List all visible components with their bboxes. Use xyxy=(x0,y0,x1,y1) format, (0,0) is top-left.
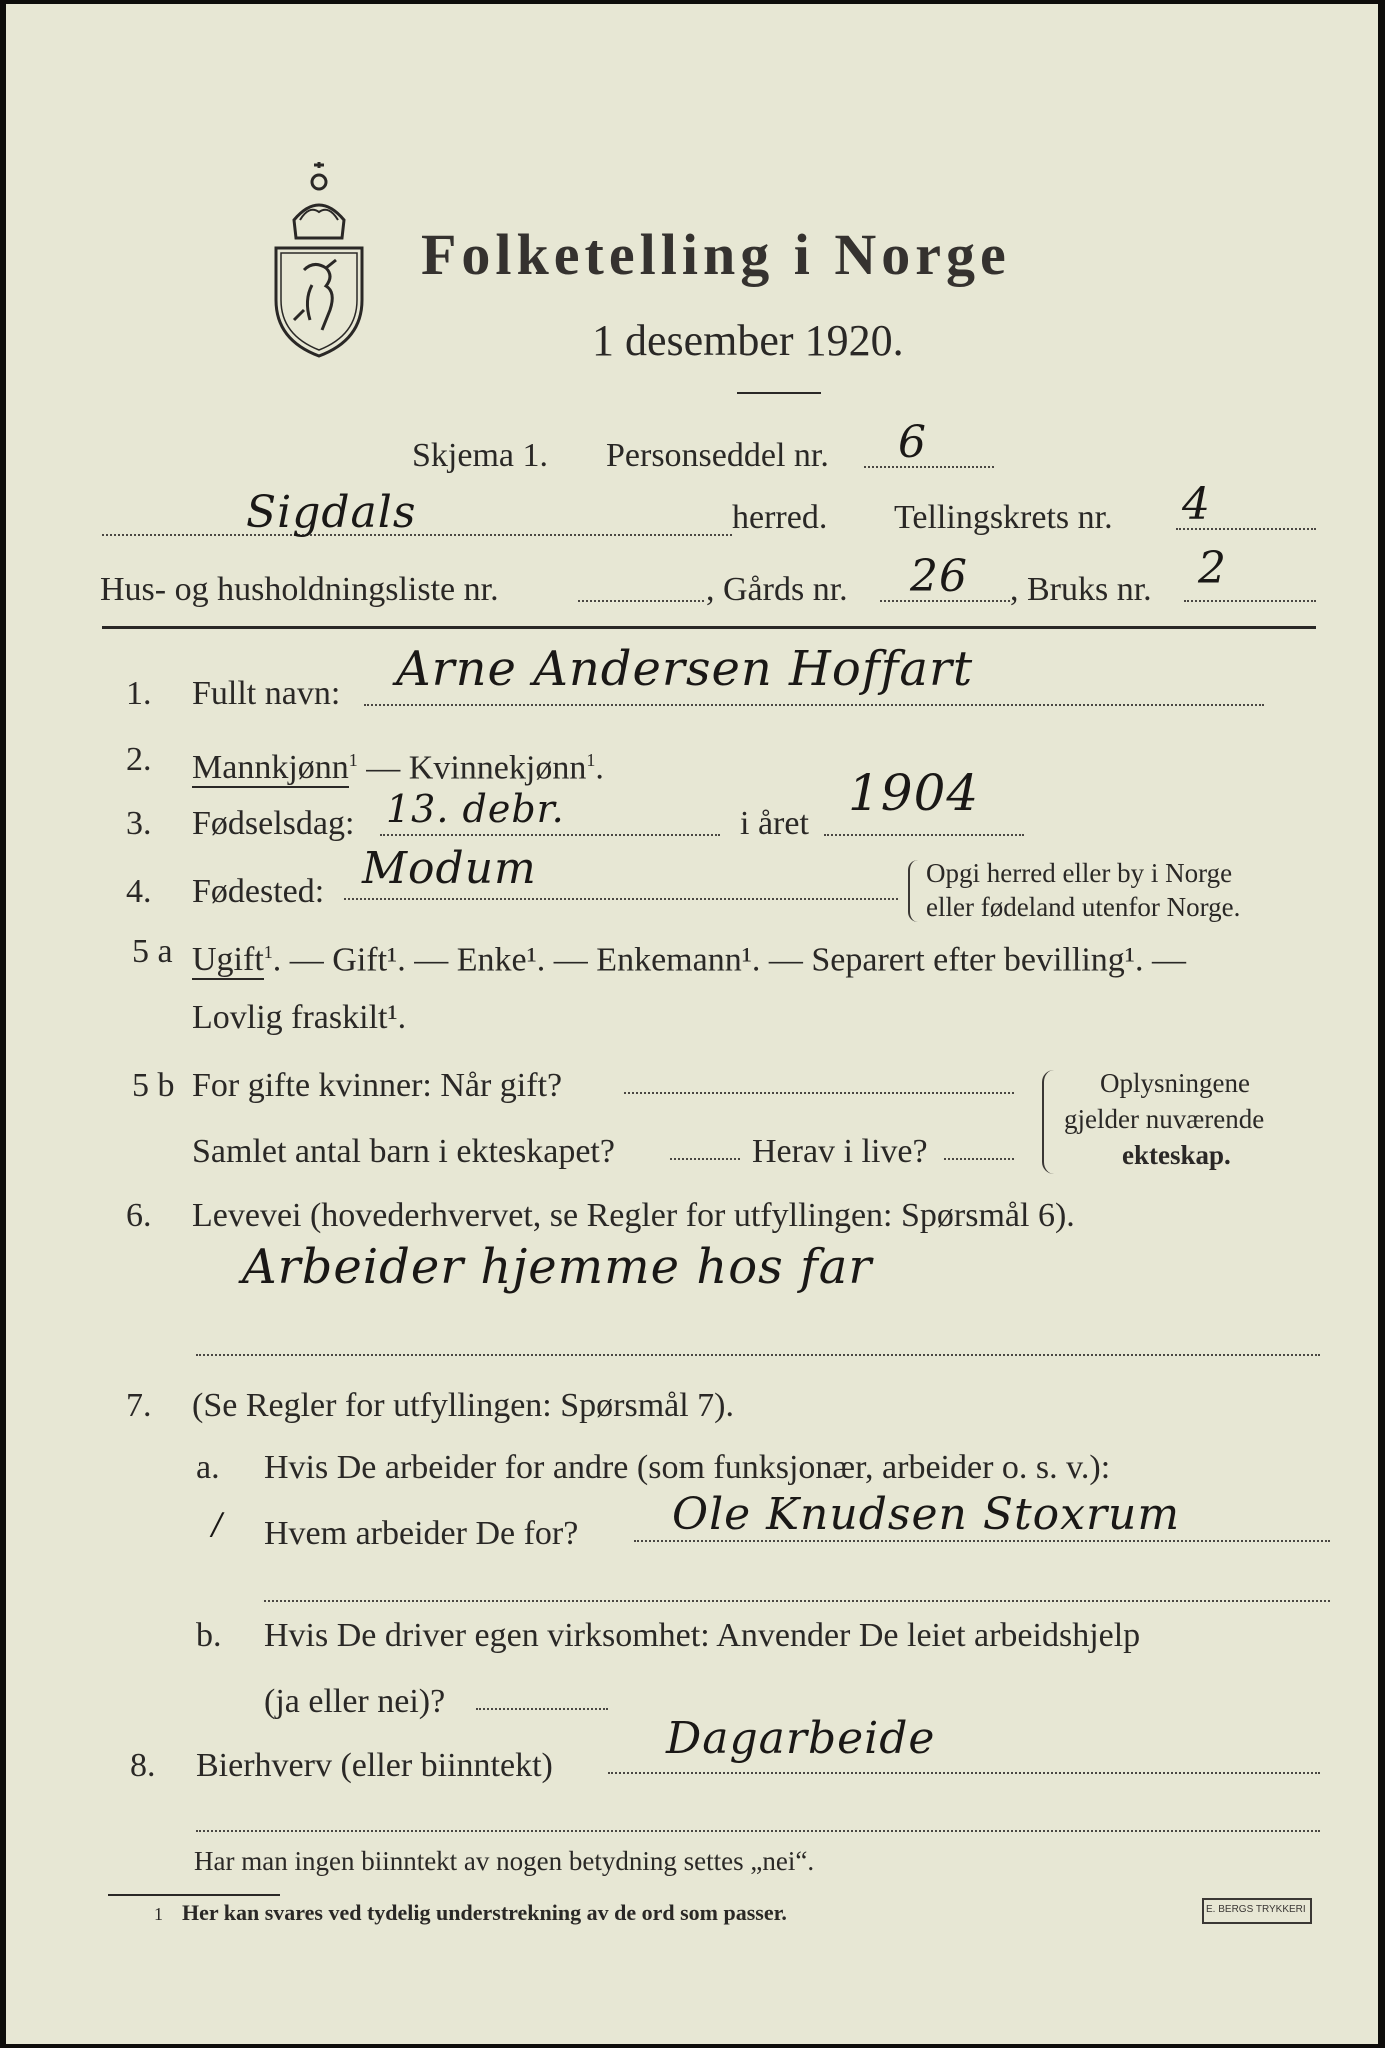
q5b-note-brace xyxy=(1042,1070,1054,1174)
q1-number: 1. xyxy=(126,675,152,712)
female-option[interactable]: Kvinnekjønn xyxy=(408,749,587,787)
title-rule xyxy=(737,392,821,394)
q2-number: 2. xyxy=(126,741,152,778)
marital-options[interactable]: . — Gift¹. — Enke¹. — Enkemann¹. — Separert efter bevilling¹. — xyxy=(272,941,1186,979)
census-date: 1 desember 1920. xyxy=(592,316,904,365)
bruks-field[interactable] xyxy=(1184,600,1316,602)
q5a-status xyxy=(192,932,1186,980)
q5a-line2[interactable]: Lovlig fraskilt¹. xyxy=(192,999,407,1036)
q4-number: 4. xyxy=(126,873,152,910)
ugift-sup: 1 xyxy=(263,942,273,962)
female-sup: 1 xyxy=(586,750,596,770)
male-sup: 1 xyxy=(348,750,358,770)
birthplace-note-2: eller fødeland utenfor Norge. xyxy=(926,892,1241,922)
hus-label: Hus- og husholdningsliste nr. xyxy=(100,571,499,608)
tellingskrets-label: Tellingskrets nr. xyxy=(894,499,1113,536)
bruks-label: , Bruks nr. xyxy=(1010,571,1152,608)
q5b-note-2: gjelder nuværende xyxy=(1064,1104,1265,1134)
q2-gender xyxy=(192,740,604,788)
personseddel-field[interactable] xyxy=(864,466,994,468)
herred-field[interactable] xyxy=(102,534,732,536)
fullname-field[interactable] xyxy=(364,704,1264,706)
q3-label: Fødselsdag: xyxy=(192,805,355,842)
hired-help-field[interactable] xyxy=(476,1708,608,1710)
herred-label: herred. xyxy=(732,499,828,536)
footnote-mark: 1 xyxy=(154,1904,163,1924)
q6-label: Levevei (hovederhvervet, se Regler for utfyllingen: Spørsmål 6). xyxy=(192,1197,1075,1234)
schema-label: Skjema 1. xyxy=(412,437,548,474)
printer-stamp-text: E. BERGS TRYKKERI xyxy=(1206,1904,1306,1915)
q5b-note-1: Oplysningene xyxy=(1100,1068,1250,1098)
herred-value: Sigdals xyxy=(246,487,417,538)
personseddel-value: 6 xyxy=(898,417,927,468)
gender-sep: — xyxy=(357,749,409,787)
employer-field-2[interactable] xyxy=(264,1600,1330,1602)
q4-label: Fødested: xyxy=(192,873,325,910)
side-income-value: Dagarbeide xyxy=(666,1713,936,1764)
personseddel-label: Personseddel nr. xyxy=(606,437,829,474)
q7b-label: Hvis De driver egen virksomhet: Anvender De leiet arbeidshjelp xyxy=(264,1617,1141,1654)
q7a-question: Hvem arbeider De for? xyxy=(264,1515,579,1552)
birthday-value: 13. debr. xyxy=(386,787,565,831)
gender-end: . xyxy=(595,749,604,787)
male-option[interactable]: Mannkjønn xyxy=(192,749,349,787)
footnote-text: Her kan svares ved tydelig understrekning av de ord som passer. xyxy=(182,1900,787,1925)
hus-field[interactable] xyxy=(578,600,704,602)
children-field[interactable] xyxy=(670,1158,740,1160)
birthplace-note-brace xyxy=(908,860,918,922)
printer-stamp xyxy=(1202,1898,1312,1924)
side-income-field-2[interactable] xyxy=(196,1830,1320,1832)
birthplace-field[interactable] xyxy=(344,898,898,900)
q7-number: 7. xyxy=(126,1387,152,1424)
q5b-children-label: Samlet antal barn i ekteskapet? xyxy=(192,1133,615,1170)
occupation-value: Arbeider hjemme hos far xyxy=(242,1239,873,1295)
header-divider xyxy=(102,626,1316,629)
birthday-field[interactable] xyxy=(380,834,720,836)
birthplace-note-1: Opgi herred eller by i Norge xyxy=(926,858,1233,888)
tellingskrets-value: 4 xyxy=(1182,479,1211,530)
fullname-value: Arne Andersen Hoffart xyxy=(396,641,974,697)
q8-number: 8. xyxy=(130,1747,156,1784)
birthyear-value: 1904 xyxy=(848,764,980,822)
q6-number: 6. xyxy=(126,1197,152,1234)
gards-value: 26 xyxy=(910,551,968,602)
married-when-field[interactable] xyxy=(624,1092,1014,1094)
q8-label: Bierhverv (eller biinntekt) xyxy=(196,1747,553,1784)
q7a-label: Hvis De arbeider for andre (som funksjonær, arbeider o. s. v.): xyxy=(264,1449,1111,1486)
q7a-number: a. xyxy=(196,1449,220,1486)
side-income-field[interactable] xyxy=(608,1772,1320,1774)
ugift-option[interactable]: Ugift xyxy=(192,941,264,979)
census-form xyxy=(6,4,1378,2044)
q1-label: Fullt navn: xyxy=(192,675,341,712)
footer-note: Har man ingen biinntekt av nogen betydning settes „nei“. xyxy=(194,1846,815,1876)
coat-of-arms-icon xyxy=(264,160,374,360)
q5b-note-3: ekteskap. xyxy=(1122,1140,1231,1170)
q5b-number: 5 b xyxy=(132,1067,175,1104)
gards-label: , Gårds nr. xyxy=(706,571,848,608)
q3-number: 3. xyxy=(126,805,152,842)
q7b-number: b. xyxy=(196,1617,222,1654)
year-label: i året xyxy=(740,805,809,842)
birthplace-value: Modum xyxy=(362,843,537,894)
q7a-mark: / xyxy=(212,1507,224,1542)
q5b-alive-label: Herav i live? xyxy=(752,1133,928,1170)
q5a-number: 5 a xyxy=(132,933,173,970)
alive-field[interactable] xyxy=(944,1158,1014,1160)
q7-label: (Se Regler for utfyllingen: Spørsmål 7). xyxy=(192,1387,735,1424)
occupation-field[interactable] xyxy=(196,1354,1320,1356)
employer-value: Ole Knudsen Stoxrum xyxy=(672,1489,1181,1540)
employer-field[interactable] xyxy=(634,1540,1330,1542)
q5b-line1: For gifte kvinner: Når gift? xyxy=(192,1067,563,1104)
footnote-rule xyxy=(108,1894,280,1896)
form-title: Folketelling i Norge xyxy=(421,222,1011,287)
bruks-value: 2 xyxy=(1198,543,1227,594)
q7b-question: (ja eller nei)? xyxy=(264,1683,446,1720)
birthyear-field[interactable] xyxy=(824,834,1024,836)
